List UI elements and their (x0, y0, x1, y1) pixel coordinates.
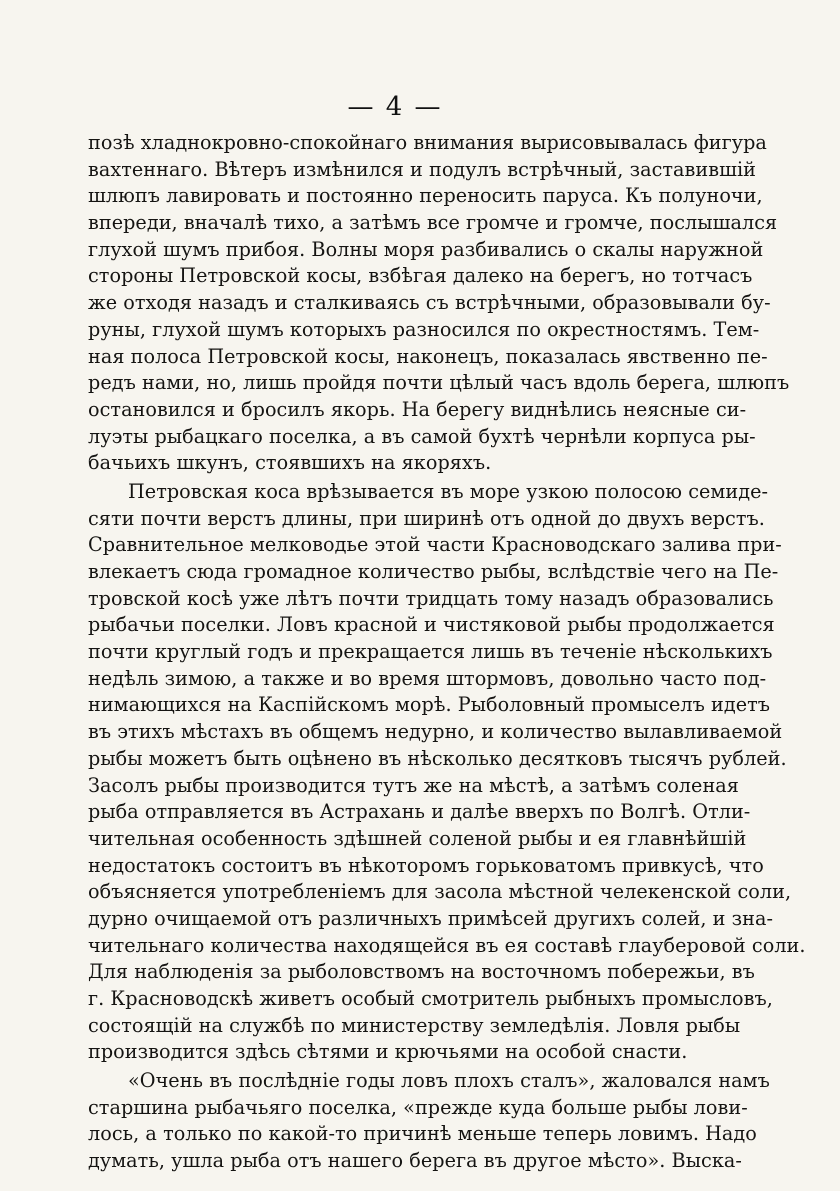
text-line: Для наблюденія за рыболовствомъ на восточномъ побережьи, въ (88, 960, 755, 984)
text-line: вахтеннаго. Вѣтеръ измѣнился и подулъ встрѣчный, заставившій (88, 157, 756, 181)
text-line: старшина рыбачьяго поселка, «прежде куда больше рыбы лови- (88, 1095, 748, 1119)
text-line: ная полоса Петровской косы, наконецъ, показалась явственно пе- (88, 344, 768, 368)
text-line: же отходя назадъ и сталкиваясь съ встрѣчными, образовывали бу- (88, 291, 771, 315)
text-line: чительнаго количества находящейся въ ея составѣ глауберовой соли. (88, 933, 806, 957)
text-line: впереди, вначалѣ тихо, а затѣмъ все громче и громче, послышался (88, 211, 778, 235)
page-number: — 4 — (347, 92, 443, 122)
text-line: «Очень въ послѣдніе годы ловъ плохъ сталъ», жаловался намъ (128, 1069, 770, 1093)
text-line: Засолъ рыбы производится тутъ же на мѣстѣ, а затѣмъ соленая (88, 773, 739, 797)
text-line: Петровская коса врѣзывается въ море узкою полосою семиде- (128, 479, 769, 503)
paragraph-2 (88, 479, 806, 1066)
text-line: чительная особенность здѣшней соленой рыбы и ея главнѣйшій (88, 826, 747, 850)
text-line: лось, а только по какой-то причинѣ меньше теперь ловимъ. Надо (88, 1122, 757, 1146)
text-line: недѣль зимою, а также и во время штормовъ, довольно часто под- (88, 666, 767, 690)
text-line: стороны Петровской косы, взбѣгая далеко на берегъ, но тотчасъ (88, 264, 753, 288)
text-line: рыбы можетъ быть оцѣнено въ нѣсколько десятковъ тысячъ рублей. (88, 746, 787, 770)
text-line: думать, ушла рыба отъ нашего берега въ другое мѣсто». Выска- (88, 1149, 742, 1173)
text-line: дурно очищаемой отъ различныхъ примѣсей другихъ солей, и зна- (88, 906, 774, 930)
text-line: въ этихъ мѣстахъ въ общемъ недурно, и количество вылавливаемой (88, 720, 783, 744)
text-line: Сравнительное мелководье этой части Красноводскаго залива при- (88, 533, 782, 557)
text-line: бачьихъ шкунъ, стоявшихъ на якоряхъ. (88, 451, 492, 475)
text-line: влекаетъ сюда громадное количество рыбы, вслѣдствіе чего на Пе- (88, 560, 779, 583)
body-text (88, 130, 806, 1175)
text-line: г. Красноводскѣ живетъ особый смотритель рыбныхъ промысловъ, (88, 987, 773, 1010)
text-line: состоящій на службѣ по министерству земледѣлія. Ловля рыбы (88, 1013, 741, 1037)
text-line: недостатокъ состоитъ въ нѣкоторомъ горьковатомъ привкусѣ, что (88, 853, 764, 877)
text-line: глухой шумъ прибоя. Волны моря разбивались о скалы наружной (88, 237, 764, 261)
text-line: рыбачьи поселки. Ловъ красной и чистяковой рыбы продолжается (88, 613, 775, 637)
text-line: объясняется употребленіемъ для засола мѣстной челекенской соли, (88, 880, 792, 904)
text-line: редъ нами, но, лишь пройдя почти цѣлый часъ вдоль берега, шлюпъ (88, 371, 790, 395)
paragraph-1 (88, 130, 790, 477)
text-line: нимающихся на Каспійскомъ морѣ. Рыболовный промыселъ идетъ (88, 693, 771, 717)
paragraph-3 (88, 1068, 770, 1175)
text-line: луэты рыбацкаго поселка, а въ самой бухтѣ чернѣли корпуса ры- (88, 424, 756, 448)
text-line: тровской косѣ уже лѣтъ почти тридцать тому назадъ образовались (88, 586, 774, 610)
text-line: почти круглый годъ и прекращается лишь въ теченіе нѣсколькихъ (88, 640, 773, 664)
text-line: остановился и бросилъ якорь. На берегу виднѣлись неясные си- (88, 397, 747, 421)
text-line: позѣ хладнокровно-спокойнаго внимания вырисовывалась фигура (88, 131, 767, 154)
text-line: шлюпъ лавировать и постоянно переносить паруса. Къ полуночи, (88, 184, 763, 208)
text-line: производится здѣсь сѣтями и крючьями на особой снасти. (88, 1040, 688, 1064)
text-line: руны, глухой шумъ которыхъ разносился по окрестностямъ. Тем- (88, 317, 760, 341)
text-line: сяти почти верстъ длины, при ширинѣ отъ одной до двухъ верстъ. (88, 506, 765, 530)
text-line: рыба отправляется въ Астрахань и далѣе вверхъ по Волгѣ. Отли- (88, 800, 751, 824)
